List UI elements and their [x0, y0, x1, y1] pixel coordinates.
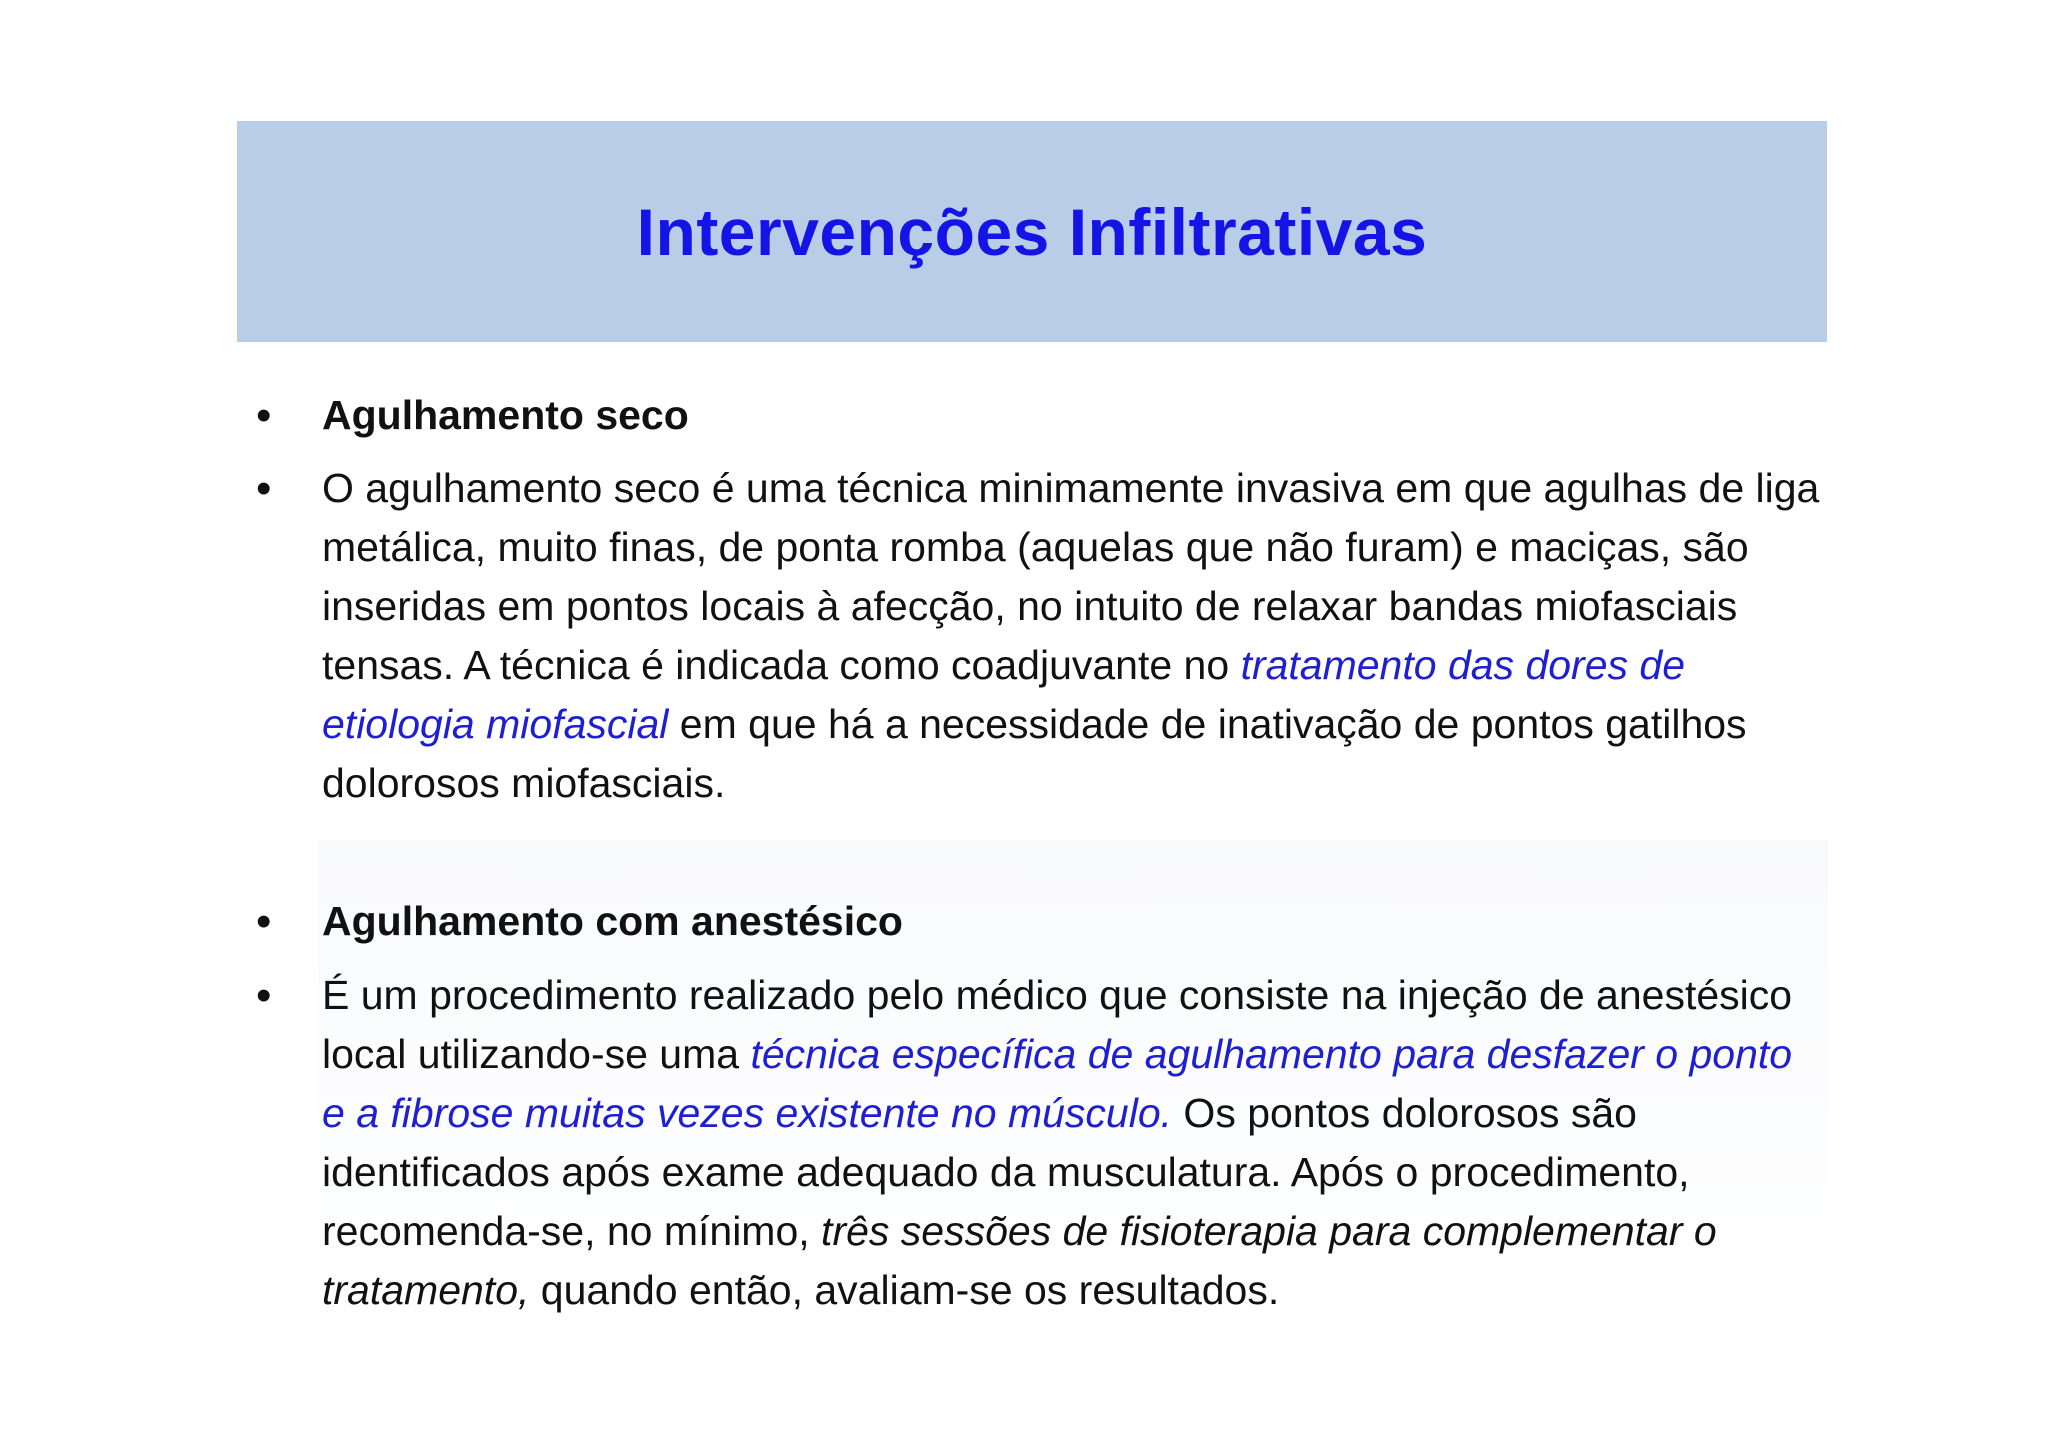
bullet-marker: •: [256, 464, 272, 513]
bullet-marker: •: [256, 897, 272, 946]
section-body-dry-needling: [322, 459, 1822, 813]
highlighted-text: técnica específica de agulhamento para desfazer o ponto e a fibrose muitas vezes existente no músculo.: [322, 1031, 1793, 1136]
highlighted-text: tratamento das dores de etiologia miofascial: [322, 642, 1685, 747]
body-text: É um procedimento realizado pelo médico que consiste na injeção de anestésico local utilizando-se uma: [322, 972, 1793, 1077]
slide-title: Intervenções Infiltrativas: [636, 194, 1428, 269]
body-text: O agulhamento seco é uma técnica minimamente invasiva em que agulhas de liga metálica, muito finas, de ponta romba (aquelas que não furam) e maciças, são inseridas em pontos locais à afecção, no intuito de relaxar bandas miofasciais tensas. A técnica é indicada como coadjuvante no: [322, 465, 1820, 688]
body-text: Os pontos dolorosos são identificados após exame adequado da musculatura. Após o procedimento, recomenda-se, no mínimo,: [322, 1090, 1690, 1254]
section-heading-dry-needling: Agulhamento seco: [322, 392, 689, 438]
bullet-marker: •: [256, 971, 272, 1020]
body-text: quando então, avaliam-se os resultados.: [529, 1267, 1280, 1313]
italic-text: três sessões de fisioterapia para complementar o tratamento,: [322, 1208, 1717, 1313]
bullet-marker: •: [256, 391, 272, 440]
body-text: em que há a necessidade de inativação de pontos gatilhos dolorosos miofasciais.: [322, 701, 1747, 806]
section-body-anesthetic-needling: [322, 966, 1822, 1320]
section-heading-anesthetic-needling: Agulhamento com anestésico: [322, 898, 903, 944]
